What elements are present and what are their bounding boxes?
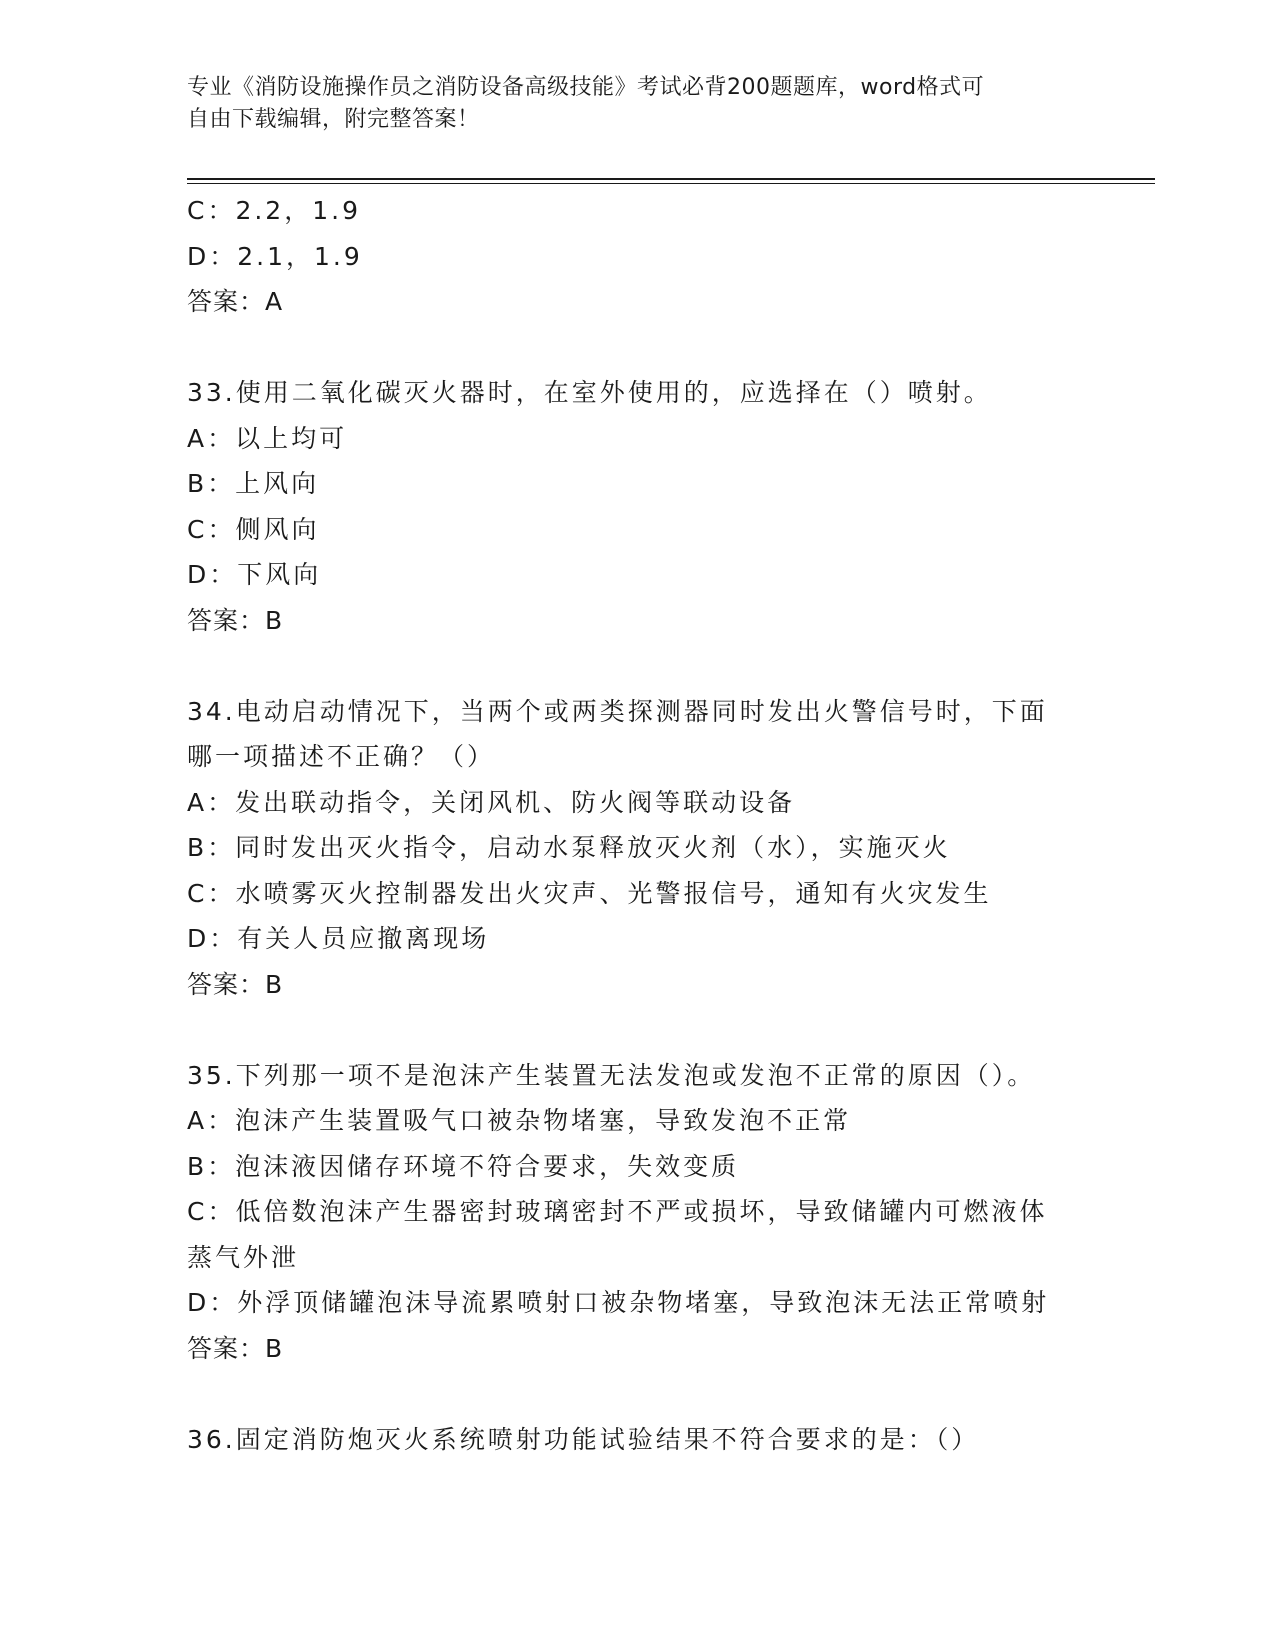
question-stem: 33.使用二氧化碳灭火器时，在室外使用的，应选择在（）喷射。 xyxy=(187,378,992,407)
spacer xyxy=(187,325,1087,371)
question-stem: 35.下列那一项不是泡沫产生装置无法发泡或发泡不正常的原因（）。 xyxy=(187,1060,1036,1090)
option-b: B：同时发出灭火指令，启动水泵释放灭火剂（水），实施灭火 xyxy=(187,833,951,862)
option-c: C：2.2，1.9 xyxy=(187,196,361,225)
header-divider-thick xyxy=(187,178,1155,180)
question-36 xyxy=(187,1417,1087,1463)
document-header xyxy=(187,72,1087,136)
option-d: D：有关人员应撤离现场 xyxy=(187,924,490,953)
question-34 xyxy=(187,689,1087,1008)
option-c: C：水喷雾灭火控制器发出火灾声、光警报信号，通知有火灾发生 xyxy=(187,878,992,908)
question-stem-line-1: 34.电动启动情况下，当两个或两类探测器同时发出火警信号时，下面 xyxy=(187,696,1048,726)
header-divider-thin xyxy=(187,183,1155,184)
question-32 xyxy=(187,188,1087,325)
option-a: A：泡沫产生装置吸气口被杂物堵塞，导致发泡不正常 xyxy=(187,1106,852,1135)
header-title-line-2: 自由下载编辑，附完整答案！ xyxy=(187,107,480,132)
header-title-line-1: 专业《消防设施操作员之消防设备高级技能》考试必背200题题库，word格式可 xyxy=(187,75,985,100)
option-d: D：2.1，1.9 xyxy=(187,241,363,271)
question-35 xyxy=(187,1053,1087,1372)
option-a: A：发出联动指令，关闭风机、防火阀等联动设备 xyxy=(187,787,796,817)
spacer xyxy=(187,643,1087,689)
option-c-line-2: 蒸气外泄 xyxy=(187,1242,300,1272)
question-stem-line-2: 哪一项描述不正确？（） xyxy=(187,742,496,771)
option-b: B：上风向 xyxy=(187,469,320,498)
question-stem: 36.固定消防炮灭火系统喷射功能试验结果不符合要求的是：（） xyxy=(187,1424,980,1454)
option-d: D：下风向 xyxy=(187,560,322,589)
option-d: D：外浮顶储罐泡沫导流累喷射口被杂物堵塞，导致泡沫无法正常喷射 xyxy=(187,1288,1050,1317)
option-b: B：泡沫液因储存环境不符合要求，失效变质 xyxy=(187,1151,740,1181)
answer: 答案：B xyxy=(187,605,284,635)
option-a: A：以上均可 xyxy=(187,423,348,453)
spacer xyxy=(187,1007,1087,1053)
answer: 答案：B xyxy=(187,1333,284,1363)
answer: 答案：B xyxy=(187,969,284,999)
option-c: C：侧风向 xyxy=(187,514,320,544)
answer: 答案：A xyxy=(187,287,284,316)
question-list xyxy=(187,188,1087,1462)
question-33 xyxy=(187,370,1087,643)
spacer xyxy=(187,1371,1087,1417)
option-c-line-1: C：低倍数泡沫产生器密封玻璃密封不严或损坏，导致储罐内可燃液体 xyxy=(187,1197,1048,1226)
